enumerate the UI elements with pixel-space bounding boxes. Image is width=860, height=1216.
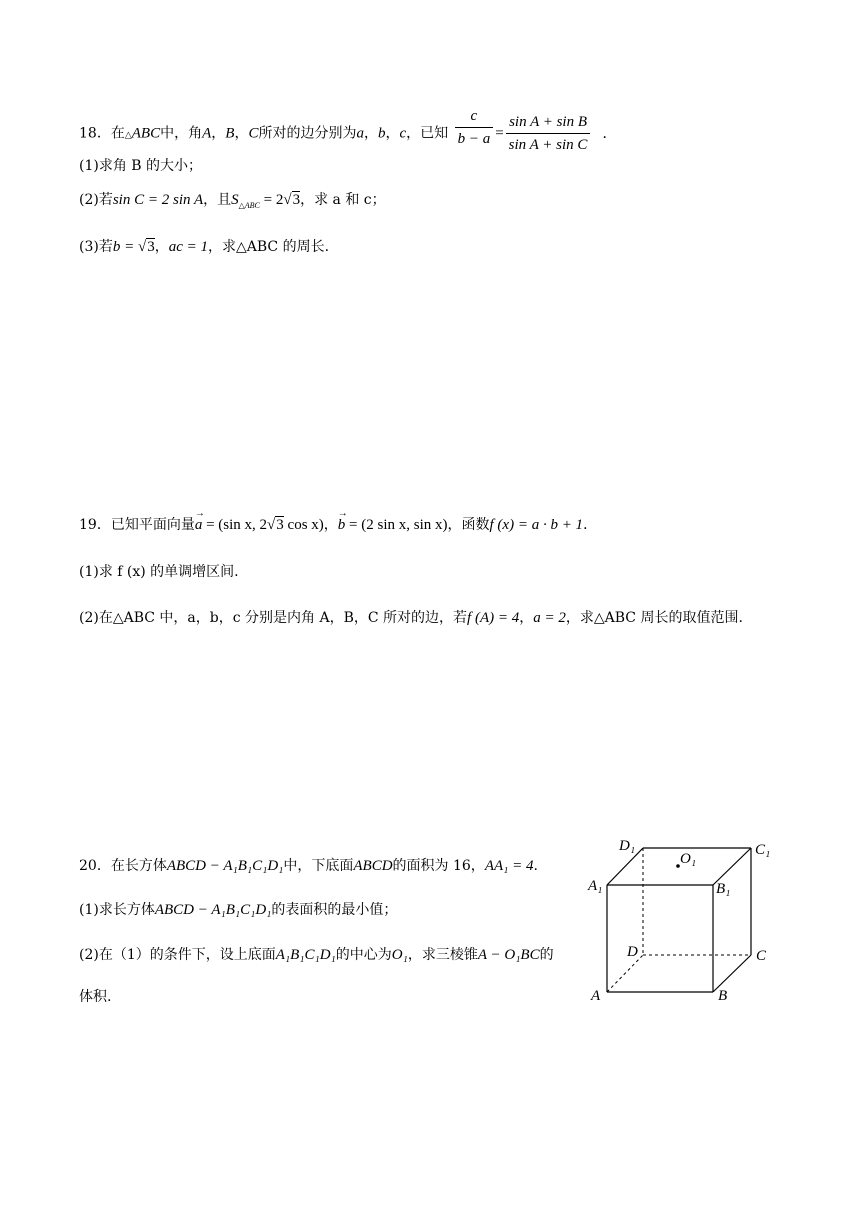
q18-text: 在 [110, 125, 125, 142]
label-D1: D₁ [619, 838, 636, 854]
q20-part2 [79, 945, 554, 965]
sqrt-sign: √ [267, 517, 276, 533]
equation: = 2 [259, 192, 284, 208]
equation: cos x) [283, 517, 324, 533]
q18-part2 [79, 190, 386, 216]
text: ，求 a 和 c； [300, 192, 386, 208]
q19-part2 [79, 608, 743, 628]
label-B1: B₁ [716, 881, 731, 897]
base-name: ABCD [353, 858, 393, 874]
triangle-symbol: △ [124, 130, 132, 141]
period: ． [583, 517, 598, 533]
pyramid-name: A − O₁BC [477, 947, 540, 963]
separator: ， [234, 125, 249, 142]
q18-text: 所对的边分别为 [258, 125, 357, 142]
q18-part3 [79, 237, 329, 257]
sqrt-value: 3 [276, 517, 284, 533]
area-subscript: △ABC [238, 200, 260, 210]
separator: ， [154, 239, 169, 255]
text: 的表面积的最小值； [271, 902, 398, 918]
label-A1: A₁ [588, 878, 603, 894]
q18-text: ，已知 [406, 125, 449, 142]
equation: ac = 1 [168, 239, 208, 255]
equation: a = 2 [533, 610, 566, 626]
period: . [533, 858, 538, 874]
part-prefix: (2)若 [79, 192, 113, 208]
vector-b: → b [338, 515, 346, 535]
q19-number: 19． [79, 517, 111, 533]
equation: AA₁ = 4 [484, 858, 534, 874]
text: ，函数 [447, 517, 490, 533]
fraction-numerator: c [455, 106, 494, 128]
label-C: C [756, 948, 767, 964]
point-name: O₁ [391, 947, 408, 963]
fraction-denominator: b − a [457, 131, 491, 147]
sqrt-value: 3 [292, 192, 301, 208]
q20-part2-line2: 体积. [79, 989, 112, 1005]
var-A: A [202, 125, 212, 142]
fraction-numerator: sin A + sin B [506, 112, 591, 134]
cuboid-figure [585, 830, 785, 1010]
fraction-sin-ratio [506, 112, 591, 155]
area-symbol: S [231, 192, 239, 208]
text: 的 [539, 947, 554, 963]
label-B: B [718, 988, 728, 1004]
solid-name: ABCD − A₁B₁C₁D₁ [154, 902, 272, 918]
q18-number: 18． [79, 125, 111, 142]
equation: sin C = 2 sin A [112, 192, 204, 208]
vector-a: → a [195, 515, 203, 535]
var-a: a [356, 125, 364, 142]
text: ，求△ABC 的周长. [207, 239, 330, 255]
label-A: A [591, 988, 601, 1004]
hidden-edge-AD [607, 955, 643, 992]
sqrt-sign: √ [283, 192, 292, 208]
part-prefix: (3)若 [79, 239, 113, 255]
separator: ， [323, 517, 338, 533]
fraction-denominator: sin A + sin C [508, 137, 588, 153]
separator: ， [519, 610, 534, 626]
var-B: B [225, 125, 235, 142]
edge-B1C1 [713, 848, 751, 885]
q19-line1 [79, 515, 597, 535]
q18-text: 中，角 [160, 125, 203, 142]
text: 的面积为 16， [392, 858, 485, 874]
text: 在长方体 [110, 858, 167, 874]
q20-line1 [79, 856, 538, 876]
q18-line1 [79, 108, 617, 155]
var-b: b [377, 125, 386, 142]
separator: ， [385, 125, 400, 142]
separator: ， [363, 125, 378, 142]
text: ，求三棱锥 [407, 947, 478, 963]
q20-number: 20． [79, 858, 111, 874]
edge-BC [713, 955, 751, 992]
text: 已知平面向量 [110, 517, 195, 533]
text: 中，下底面 [283, 858, 354, 874]
equals-sign: = [495, 125, 504, 142]
face-name: A₁B₁C₁D₁ [275, 947, 336, 963]
label-O1: O₁ [680, 851, 697, 867]
sqrt-value: 3 [147, 239, 155, 255]
var-C: C [248, 125, 259, 142]
text: 的中心为 [335, 947, 392, 963]
q18-abc: ABC [131, 125, 161, 142]
var-c: c [399, 125, 407, 142]
period: ． [602, 125, 617, 142]
text: ，求△ABC 周长的取值范围. [565, 610, 743, 626]
equation: = (2 sin x, sin x) [345, 517, 448, 533]
text: (1)求长方体 [79, 902, 155, 918]
label-D: D [627, 944, 638, 960]
equation: = (sin x, 2 [202, 517, 268, 533]
separator: ， [211, 125, 226, 142]
sqrt-sign: √ [137, 239, 147, 255]
text: (2)在△ABC 中，a，b，c 分别是内角 A，B，C 所对的边，若 [79, 610, 468, 626]
equation: b = [112, 239, 138, 255]
label-C1: C₁ [755, 842, 771, 858]
q19-part1: (1)求 f (x) 的单调增区间. [79, 564, 239, 580]
q18-part1: (1)求角 B 的大小； [79, 158, 203, 174]
q20-part1 [79, 900, 397, 920]
text: ，且 [203, 192, 232, 208]
equation: f (A) = 4 [467, 610, 520, 626]
fraction-c-over-b-minus-a [455, 106, 494, 149]
text: (2)在（1）的条件下，设上底面 [79, 947, 276, 963]
function-definition: f (x) = a · b + 1 [489, 517, 584, 533]
solid-name: ABCD − A₁B₁C₁D₁ [166, 858, 284, 874]
